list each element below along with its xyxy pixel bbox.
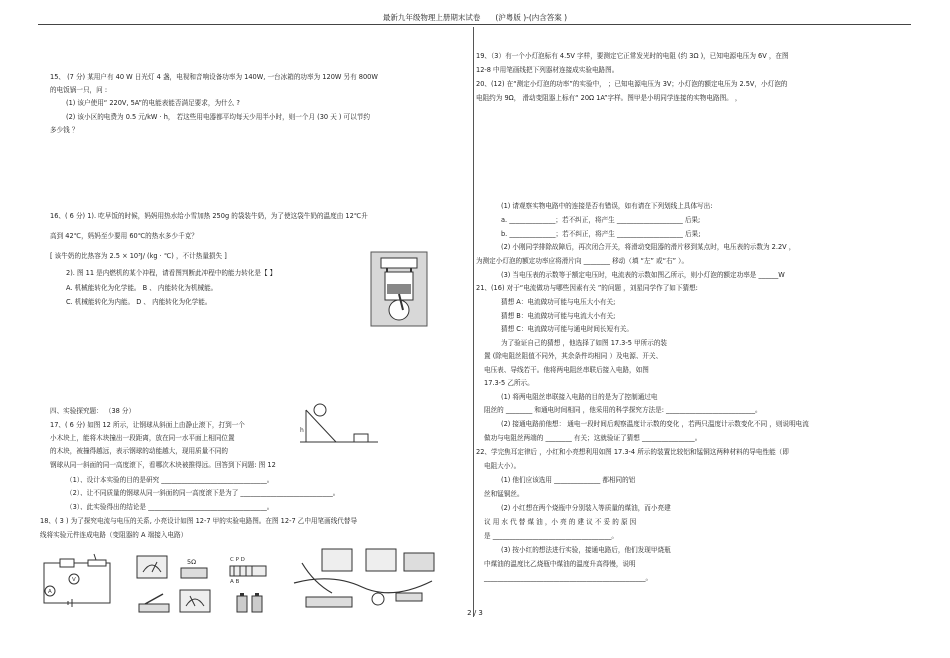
- q21-line: 21、(16) 对于“电流做功与哪些因素有关 ”的问题 ，刘星同学作了如下猜想:: [476, 284, 698, 292]
- q21-line: 猜想 C：电流做功可能与通电时间长短有关。: [501, 325, 633, 333]
- q15-line: (2) 该小区的电费为 0.5 元/kW · h， 若这些用电器都平均每天少用半小时，则一个月 (30 天 ) 可以节约: [66, 113, 370, 121]
- header-rule: [38, 24, 911, 25]
- q17-line: 17、( 6 分) 如图 12 所示，让钢球从斜面上由静止滚下，打到一个: [50, 421, 245, 429]
- q15-line: 多少钱 ？: [50, 126, 79, 134]
- circuit-diagram: [38, 551, 116, 609]
- q20-line: 电阻约为 9Ω， 滑动变阻器上标有“ 20Ω 1A”字样。图甲是小明同学连接的实物电路图。 ，: [476, 94, 742, 102]
- q17-line: （2）、让不同质量的钢球从同一斜面的同一高度滚下是为了 ____________________________。: [66, 489, 340, 497]
- q20-line: (1) 请观察实物电路中的连接是否有错误，如有请在下列划线上具体写出:: [501, 202, 713, 210]
- resistor-component: [177, 556, 211, 584]
- page-number: 2 / 3: [467, 609, 483, 617]
- q15-line: (1) 该户使用“ 220V, 5A”的电能表能否满足要求，为什么 ?: [66, 99, 240, 107]
- q16-line: A. 机械能转化为化学能。 B 、 内能转化为机械能。: [66, 284, 218, 292]
- q18-line: 线将实验元件连成电路（变阻器的 A 端接入电路）: [40, 531, 188, 539]
- q21-line: 阻丝的 ________ 和通电时间相同 ，他采用的科学探究方法是: ___________________________。: [484, 406, 762, 414]
- q18-line: 18、( 3 ) 为了探究电流与电压的关系, 小亮设计如图 12-7 甲的实验电路图。在图 12-7 乙中用笔画线代替导: [40, 517, 358, 525]
- svg-text:A: A: [48, 589, 52, 595]
- q20-line: b. ______________；若不纠正，将产生 ____________________ 后果;: [501, 230, 701, 238]
- svg-text:A B: A B: [230, 579, 240, 584]
- q21-line: 做功与电阻丝两端的 ________ 有关；这就验证了猜想 ________________。: [484, 434, 702, 442]
- q22-line: 中煤油的温度比乙烧瓶中煤油的温度升高得慢，说明: [484, 560, 636, 568]
- q20-line: a. ______________；若不纠正，将产生 ____________________ 后果;: [501, 216, 701, 224]
- resistor-label: 5Ω: [187, 558, 197, 566]
- svg-text:h: h: [300, 427, 304, 434]
- svg-text:V: V: [72, 577, 76, 583]
- q21-line: 电压表、导线若干。他将两电阻丝串联后接入电路，如图: [484, 366, 649, 374]
- q17-line: 的木块，被撞得越远，表示钢球的动能越大，现用质量不同的: [50, 447, 229, 455]
- q17-line: （1）、设计本实验的目的是研究 ________________________________。: [66, 476, 274, 484]
- q21-line: 猜想 A：电流做功可能与电压大小有关;: [501, 298, 616, 306]
- rheostat-component: [226, 554, 270, 584]
- q20-line: 为测定小灯泡的额定功率应将滑片向 ________ 移动（填 “左” 或“右” ）。: [476, 257, 689, 265]
- q16-line: 2). 图 11 是内燃机的某个冲程，请看图判断此冲程中的能力转化是【 】: [66, 269, 277, 277]
- q22-line: 22、学完焦耳定律后 ，小红和小亮想利用如图 17.3-4 所示的装置比较铝和锰铜这两种材料的导电性能（即: [476, 448, 789, 456]
- q20-line: (3) 当电压表的示数等于额定电压时，电流表的示数如图乙所示，则小灯泡的额定功率是 ______W: [501, 271, 785, 279]
- q22-line: 是 ____________________________________。: [484, 532, 618, 540]
- q21-line: 17.3-5 乙所示。: [484, 379, 534, 387]
- q15-line: 15、 (7 分) 某用户有 40 W 日光灯 4 盏，电视和音响设备功率为 140W, 一台冰箱的功率为 120W 另有 800W: [50, 73, 378, 81]
- q20-line: 20、(12) 在“测定小灯泡的功率”的实验中， ；已知电源电压为 3V；小灯泡的额定电压为 2.5V，小灯泡的: [476, 80, 788, 88]
- q22-line: 议 用 水 代 替 煤 油 ，小 亮 的 建 议 不 妥 的 原 因: [484, 518, 637, 526]
- ammeter-component: [135, 552, 169, 582]
- q21-line: 置 (除电阻丝阻值不同外，其余条件均相同 ）及电源、开关、: [484, 352, 663, 360]
- q21-line: (2) 接通电路前他想： 通电一段时间后观察温度计示数的变化 ，若两只温度计示数变化不同 ，则说明电流: [501, 420, 809, 428]
- q22-line: 电阻大小）。: [484, 462, 521, 470]
- q19-line: 19、（3）有一个小灯泡标有 4.5V 字样，要测定它正常发光时的电阻 (约 3Ω )，已知电源电压为 6V ，在图: [476, 52, 789, 60]
- q21-line: 猜想 B：电流做功可能与电流大小有关;: [501, 312, 616, 320]
- ramp-figure: [298, 402, 378, 446]
- page-header: 最新九年级物理上册期末试卷 (沪粤版 )-(内含答案 ): [382, 13, 568, 22]
- column-divider: [473, 27, 474, 617]
- q21-line: (1) 将两电阻丝串联接入电路的目的是为了控制通过电: [501, 393, 658, 401]
- q16-line: [ 该牛奶的比热容为 2.5 × 10³J/ (kg · ℃) ，不计热量损失 ]: [50, 252, 227, 260]
- q22-line: _________________________________________________。: [484, 574, 653, 582]
- q15-line: 的电饭锅一只，问 :: [50, 86, 108, 94]
- apparatus-figure: [292, 543, 442, 617]
- q16-line: 16、( 6 分) 1). 吃早饭的时候，妈妈用热水给小雪加热 250g 的袋装牛奶，为了使这袋牛奶的温度由 12℃升: [50, 212, 368, 220]
- q22-line: 丝和锰铜丝。: [484, 490, 524, 498]
- q22-line: (3) 按小红的想法进行实验，接通电路后，他们发现甲烧瓶: [501, 546, 671, 554]
- section-title: 四、实验探究题： （38 分）: [50, 407, 136, 415]
- q20-line: (2) 小刚同学排除故障后，再次闭合开关，将滑动变阻器的滑片移到某点时，电压表的示数为 2.2V ，: [501, 243, 796, 251]
- q19-line: 12-8 中用笔画线把下列器材连接成实验电路图。: [476, 66, 619, 74]
- q22-line: (2) 小红想在两个烧瓶中分别装入等质量的煤油，而小亮建: [501, 504, 671, 512]
- engine-figure: [367, 250, 432, 328]
- q21-line: 为了验证自己的猜想 ，他选择了如图 17.3-5 甲所示的装: [501, 339, 668, 347]
- q17-line: 钢球从同一斜面的同一高度滚下，看哪次木块被推得远。回答到下问题: 图 12: [50, 461, 276, 469]
- q16-line: C. 机械能转化为内能。 D 、 内能转化为化学能。: [66, 298, 212, 306]
- q22-line: (1) 他们应该选用 ______________ 都相同的铝: [501, 476, 636, 484]
- svg-text:C P D: C P D: [230, 557, 245, 563]
- q17-line: 小木块上，能将木块撞出一段距离，放在同一水平面上相同位置: [50, 434, 235, 442]
- q16-line: 高到 42℃，妈妈至少要用 60℃的热水多少千克？: [50, 232, 198, 240]
- q17-line: （3）、此实验得出的结论是 ____________________________________。: [66, 503, 274, 511]
